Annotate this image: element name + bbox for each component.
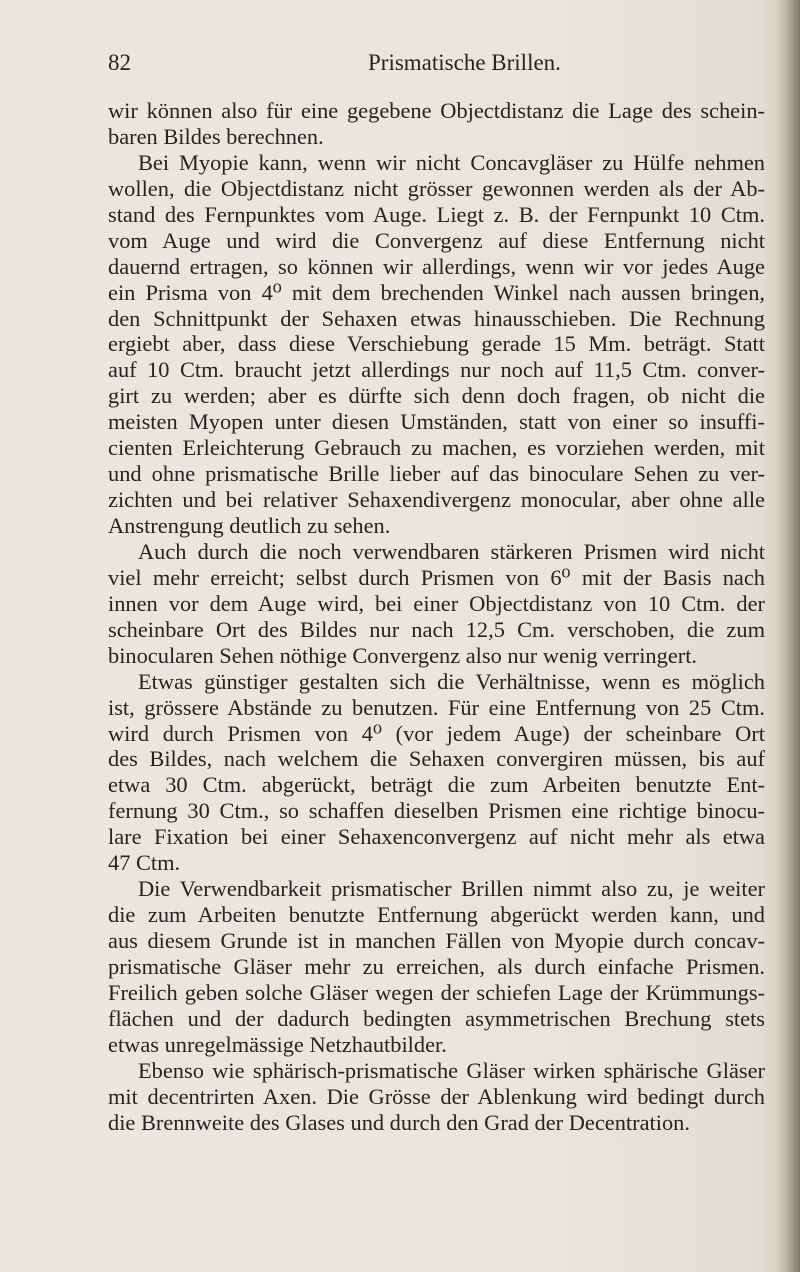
page-header: [0, 50, 800, 80]
page-edge-shadow: [774, 0, 800, 1272]
text-line: flächen und der dadurch bedingten asymmetrischen Brechung stets: [108, 1005, 765, 1031]
text-line: binocularen Sehen nöthige Convergenz also nur wenig verringert.: [108, 642, 698, 668]
text-line: viel mehr erreicht; selbst durch Prismen von 6⁰ mit der Basis nach: [108, 564, 765, 590]
text-line: meisten Myopen unter diesen Umständen, statt von einer so insuffi-: [108, 409, 765, 435]
text-line: baren Bildes berechnen.: [108, 123, 324, 149]
text-line: dauernd ertragen, so können wir allerdings, wenn wir vor jedes Auge: [108, 253, 765, 279]
text-line: girt zu werden; aber es dürfte sich denn doch fragen, ob nicht die: [108, 383, 765, 409]
paragraph: [108, 150, 765, 539]
text-line: mit decentrirten Axen. Die Grösse der Ablenkung wird bedingt durch: [108, 1083, 765, 1109]
text-line: ein Prisma von 4⁰ mit dem brechenden Winkel nach aussen bringen,: [108, 279, 765, 305]
text-line: fernung 30 Ctm., so schaffen dieselben Prismen eine richtige binocu-: [108, 798, 765, 824]
text-line: den Schnittpunkt der Sehaxen etwas hinausschieben. Die Rechnung: [108, 305, 765, 331]
text-line: die zum Arbeiten benutzte Entfernung abgerückt werden kann, und: [108, 902, 765, 928]
text-line: die Brennweite des Glases und durch den Grad der Decentration.: [108, 1109, 690, 1135]
text-line: wollen, die Objectdistanz nicht grösser gewonnen werden als der Ab-: [108, 175, 765, 201]
text-line: wir können also für eine gegebene Objectdistanz die Lage des schein-: [108, 98, 765, 123]
text-line: cienten Erleichterung Gebrauch zu machen, es vorziehen werden, mit: [108, 435, 765, 461]
text-line: innen vor dem Auge wird, bei einer Objectdistanz von 10 Ctm. der: [108, 590, 765, 616]
text-line: und ohne prismatische Brille lieber auf das binoculare Sehen zu ver-: [108, 461, 765, 487]
text-line: Anstrengung deutlich zu sehen.: [108, 513, 391, 538]
text-line: Ebenso wie sphärisch-prismatische Gläser wirken sphärische Gläser: [138, 1057, 765, 1083]
text-line: wird durch Prismen von 4⁰ (vor jedem Auge) der scheinbare Ort: [108, 720, 765, 746]
text-line: auf 10 Ctm. braucht jetzt allerdings nur noch auf 11,5 Ctm. conver-: [108, 357, 765, 383]
text-line: aus diesem Grunde ist in manchen Fällen von Myopie durch concav-: [108, 928, 765, 953]
body-text: [108, 98, 765, 1136]
paragraph: [108, 98, 765, 150]
text-line: des Bildes, nach welchem die Sehaxen convergiren müssen, bis auf: [108, 746, 765, 772]
text-line: ergiebt aber, dass diese Verschiebung gerade 15 Mm. beträgt. Statt: [108, 331, 765, 357]
text-line: lare Fixation bei einer Sehaxenconvergenz auf nicht mehr als etwa: [108, 824, 765, 850]
paragraph: [108, 876, 765, 1058]
text-line: etwa 30 Ctm. abgerückt, beträgt die zum Arbeiten benutzte Ent-: [108, 772, 765, 798]
text-line: stand des Fernpunktes vom Auge. Liegt z. B. der Fernpunkt 10 Ctm.: [108, 201, 765, 227]
running-title: Prismatische Brillen.: [368, 50, 561, 75]
paragraph: [108, 669, 765, 877]
text-line: Auch durch die noch verwendbaren stärkeren Prismen wird nicht: [138, 538, 765, 564]
text-line: Die Verwendbarkeit prismatischer Brillen nimmt also zu, je weiter: [138, 876, 765, 902]
text-line: Bei Myopie kann, wenn wir nicht Concavgläser zu Hülfe nehmen: [138, 149, 765, 175]
text-line: 47 Ctm.: [108, 850, 181, 876]
text-line: etwas unregelmässige Netzhautbilder.: [108, 1031, 447, 1057]
paragraph: [108, 1058, 765, 1136]
text-line: ist, grössere Abstände zu benutzen. Für eine Entfernung von 25 Ctm.: [108, 694, 765, 720]
text-line: Etwas günstiger gestalten sich die Verhältnisse, wenn es möglich: [138, 668, 765, 694]
paragraph: [108, 539, 765, 669]
text-line: zichten und bei relativer Sehaxendivergenz monocular, aber ohne alle: [108, 487, 765, 513]
page-number: 82: [108, 50, 131, 75]
text-line: vom Auge und wird die Convergenz auf diese Entfernung nicht: [108, 227, 765, 253]
text-line: Freilich geben solche Gläser wegen der schiefen Lage der Krümmungs-: [108, 979, 765, 1005]
text-line: scheinbare Ort des Bildes nur nach 12,5 Cm. verschoben, die zum: [108, 616, 765, 642]
text-line: prismatische Gläser mehr zu erreichen, als durch einfache Prismen.: [108, 953, 765, 979]
